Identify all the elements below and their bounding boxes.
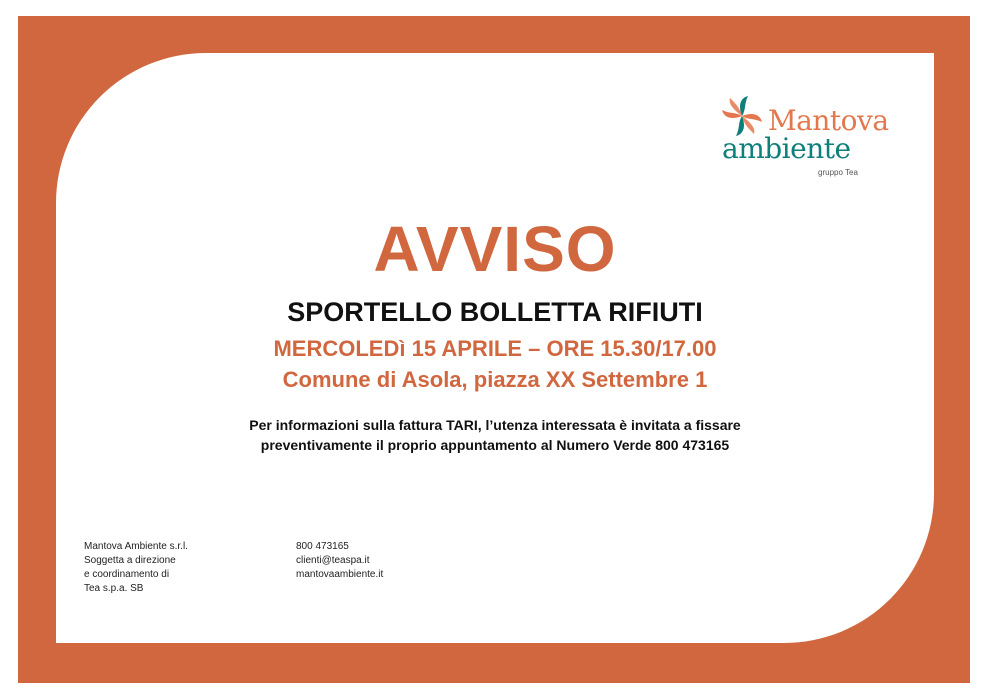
mantova-ambiente-logo <box>720 94 910 180</box>
notice-subtitle: SPORTELLO BOLLETTA RIFIUTI <box>287 297 703 327</box>
footer-company-line: Tea s.p.a. SB <box>84 583 144 594</box>
footer-phone: 800 473165 <box>296 541 349 552</box>
footer-contacts <box>296 540 383 582</box>
footer-company-line: Soggetta a direzione <box>84 555 176 566</box>
footer-website: mantovaambiente.it <box>296 569 384 580</box>
footer-company-line: Mantova Ambiente s.r.l. <box>84 541 188 552</box>
notice-datetime: MERCOLEDì 15 APRILE – ORE 15.30/17.00 <box>273 336 717 361</box>
notice-location: Comune di Asola, piazza XX Settembre 1 <box>282 367 708 392</box>
footer-company-line: e coordinamento di <box>84 569 170 580</box>
notice-info-line-1: Per informazioni sulla fattura TARI, l’utenza interessata è invitata a fissare <box>249 417 741 433</box>
footer-company-info <box>84 540 188 596</box>
notice-title: AVVISO <box>373 213 617 285</box>
logo-word-mantova: Mantova <box>768 104 889 137</box>
footer-email: clienti@teaspa.it <box>296 555 370 566</box>
logo-tagline: gruppo Tea <box>818 168 858 177</box>
notice-info-line-2: preventivamente il proprio appuntamento al Numero Verde 800 473165 <box>260 437 730 453</box>
logo-word-ambiente: ambiente <box>722 132 851 165</box>
